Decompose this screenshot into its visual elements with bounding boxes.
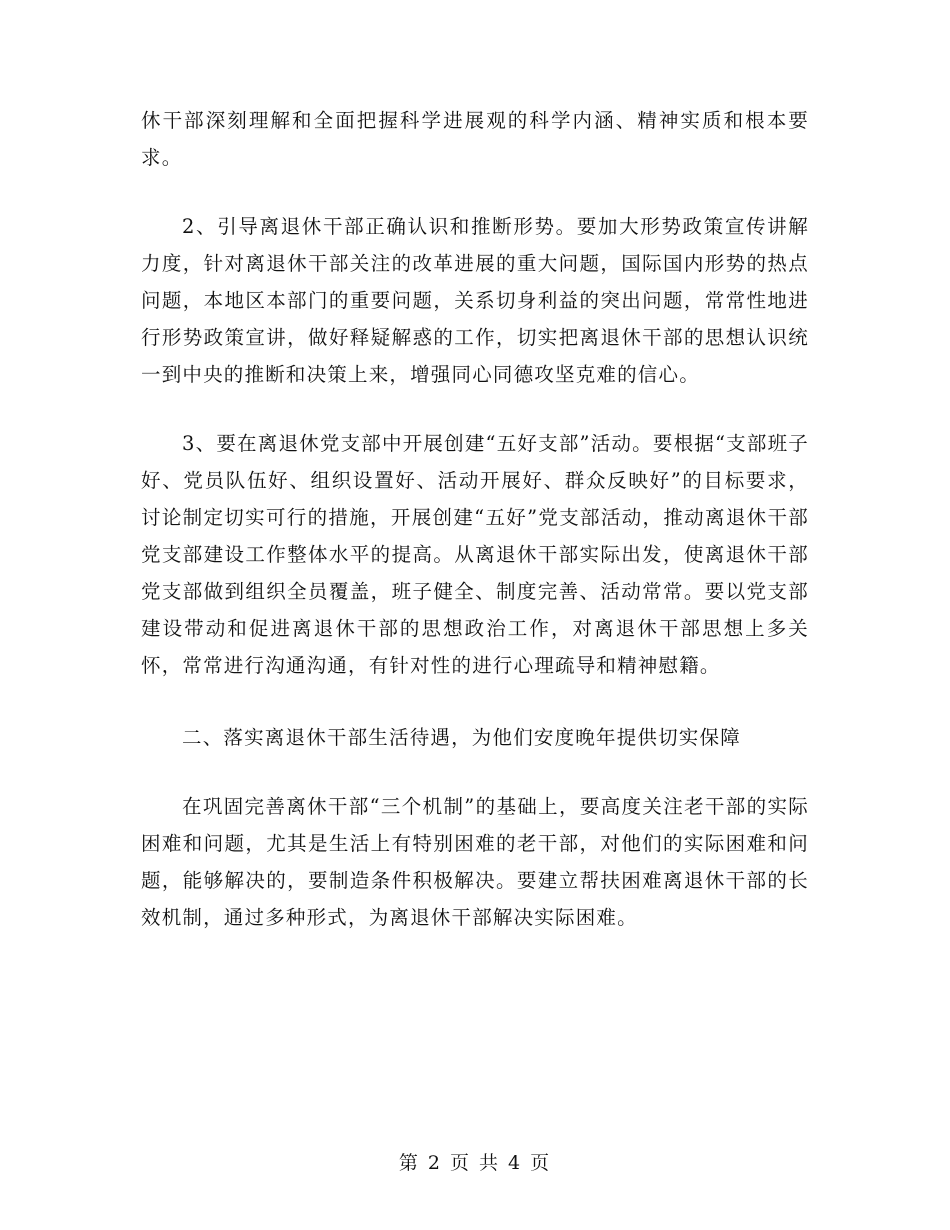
- paragraph-item-2: 2、引导离退休干部正确认识和推断形势。要加大形势政策宣传讲解力度，针对离退休干部关注的改革进展的重大问题，国际国内形势的热点问题，本地区本部门的重要问题，关系切身利益的突出问题，常常性地进行形势政策宣讲，做好释疑解惑的工作，切实把离退休干部的思想认识统一到中央的推断和决策上来，增强同心同德攻坚克难的信心。: [141, 215, 809, 386]
- section-heading-2: 二、落实离退休干部生活待遇，为他们安度晚年提供切实保障: [182, 726, 741, 749]
- page-number-footer: 第 2 页 共 4 页: [398, 1152, 552, 1174]
- paragraph-item-3: 3、要在离退休党支部中开展创建“五好支部”活动。要根据“支部班子好、党员队伍好、组织设置好、活动开展好、群众反映好”的目标要求，讨论制定切实可行的措施，开展创建“五好”党支部活动，推动离退休干部党支部建设工作整体水平的提高。从离退休干部实际出发，使离退休干部党支部做到组织全员覆盖，班子健全、制度完善、活动常常。要以党支部建设带动和促进离退休干部的思想政治工作，对离退休干部思想上多关怀，常常进行沟通沟通，有针对性的进行心理疏导和精神慰籍。: [141, 432, 809, 677]
- document-body: [141, 102, 809, 936]
- paragraph-section-2-body: 在巩固完善离休干部“三个机制”的基础上，要高度关注老干部的实际困难和问题，尤其是生活上有特别困难的老干部，对他们的实际困难和问题，能够解决的，要制造条件积极解决。要建立帮扶困难离退休干部的长效机制，通过多种形式，为离退休干部解决实际困难。: [141, 795, 809, 929]
- paragraph-continuation: 休干部深刻理解和全面把握科学进展观的科学内涵、精神实质和根本要求。: [141, 109, 809, 169]
